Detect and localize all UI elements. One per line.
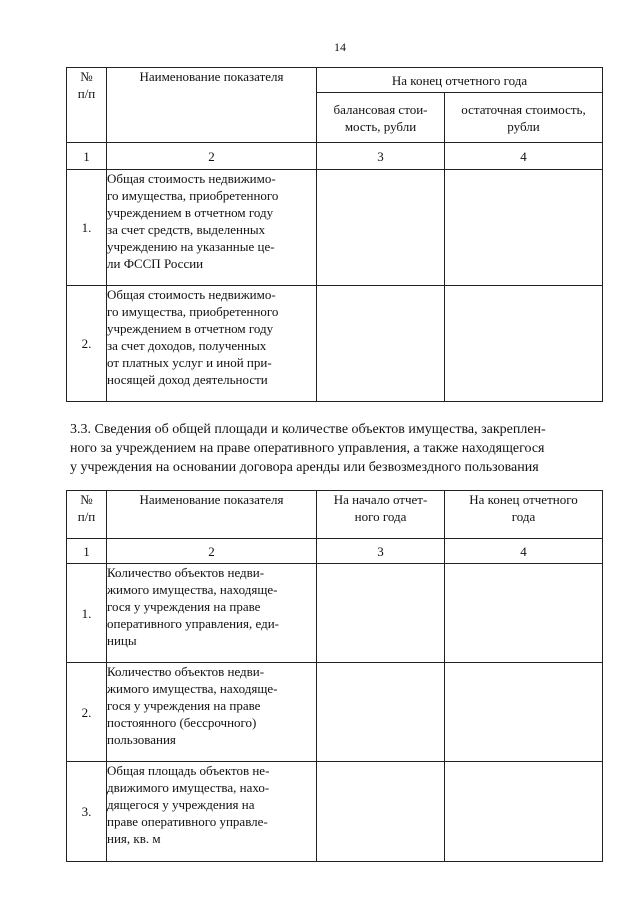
row-label <box>107 170 317 286</box>
row-label-text: Количество объектов недви- жимого имущества, находяще- гося у учреждения на праве оперативного управления, еди- ницы <box>107 565 279 648</box>
row-label-text: Общая площадь объектов не- движимого имущества, нахо- дящегося у учреждения на праве оперативного управле- ния, кв. м <box>107 763 270 846</box>
row-label-text: Общая стоимость недвижимо- го имущества, приобретенного учреждением в отчетном году за счет доходов, полученных от платных услуг и иной при- носящей доход деятельности <box>107 287 279 387</box>
section-3-3-heading <box>70 420 600 477</box>
header-name-text: Наименование показателя <box>139 492 284 507</box>
section-line: у учреждения на основании договора аренды или безвозмездного пользования <box>70 460 539 475</box>
row-label <box>107 286 317 402</box>
table-property-area-count <box>66 490 603 862</box>
row-label <box>107 762 317 862</box>
year-start-cell <box>317 663 445 762</box>
col-number-1: 1 <box>67 539 107 564</box>
balance-value-cell <box>317 286 445 402</box>
col-number-2: 2 <box>107 143 317 170</box>
header-num <box>67 68 107 143</box>
row-number: 2. <box>67 286 107 402</box>
col-number-1: 1 <box>67 143 107 170</box>
year-start-cell <box>317 762 445 862</box>
column-number-row <box>67 143 603 170</box>
header-name <box>107 491 317 539</box>
header-balance-value <box>317 93 445 143</box>
section-line: ного за учреждением на праве оперативного управления, а также находящегося <box>70 441 545 456</box>
table-row <box>67 170 603 286</box>
section-line: 3.3. Сведения об общей площади и количестве объектов имущества, закреплен- <box>70 422 546 437</box>
col-number-2: 2 <box>107 539 317 564</box>
header-num-text: № п/п <box>77 69 96 101</box>
table-header-row <box>67 491 603 539</box>
header-name <box>107 68 317 143</box>
header-num <box>67 491 107 539</box>
header-num-text: № п/п <box>77 492 96 524</box>
row-number: 1. <box>67 170 107 286</box>
table-real-estate-cost <box>66 67 603 402</box>
col-number-4: 4 <box>445 539 603 564</box>
col-number-3: 3 <box>317 539 445 564</box>
residual-value-cell <box>445 286 603 402</box>
row-number: 1. <box>67 564 107 663</box>
year-end-cell <box>445 663 603 762</box>
year-start-cell <box>317 564 445 663</box>
header-year-end-group <box>317 68 603 93</box>
table-header-row <box>67 68 603 93</box>
header-residual-value <box>445 93 603 143</box>
header-year-start-text: На начало отчет- ного года <box>333 492 428 524</box>
header-year-end-text: На конец отчетного года <box>391 72 528 88</box>
row-label-text: Количество объектов недви- жимого имущества, находяще- гося у учреждения на праве постоянного (бессрочного) пользования <box>107 664 278 747</box>
page-number: 14 <box>334 40 346 54</box>
header-name-text: Наименование показателя <box>139 69 284 84</box>
year-end-cell <box>445 564 603 663</box>
balance-value-cell <box>317 170 445 286</box>
row-number: 3. <box>67 762 107 862</box>
row-label <box>107 564 317 663</box>
header-residual-value-text: остаточная стоимость, рубли <box>461 101 586 134</box>
header-balance-value-text: балансовая стои- мость, рубли <box>333 101 428 134</box>
header-year-start <box>317 491 445 539</box>
column-number-row <box>67 539 603 564</box>
row-label-text: Общая стоимость недвижимо- го имущества, приобретенного учреждением в отчетном году за счет средств, выделенных учреждению на указанные це- ли ФССП России <box>107 171 279 271</box>
col-number-4: 4 <box>445 143 603 170</box>
header-year-end-text: На конец отчетного года <box>469 492 578 524</box>
row-number: 2. <box>67 663 107 762</box>
col-number-3: 3 <box>317 143 445 170</box>
table-row <box>67 762 603 862</box>
table-row <box>67 564 603 663</box>
header-year-end <box>445 491 603 539</box>
year-end-cell <box>445 762 603 862</box>
table-row <box>67 286 603 402</box>
row-label <box>107 663 317 762</box>
table-row <box>67 663 603 762</box>
residual-value-cell <box>445 170 603 286</box>
